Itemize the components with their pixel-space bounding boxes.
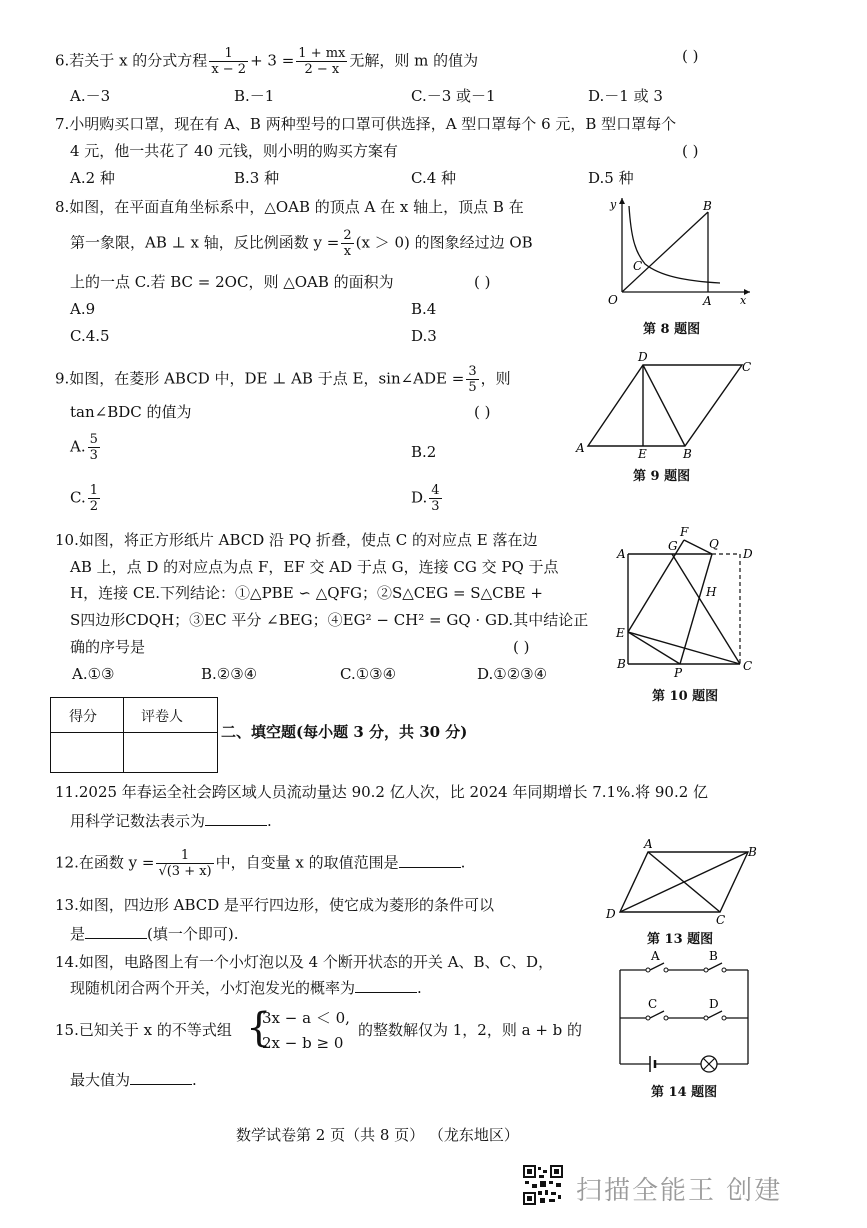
q13-line-1: 13.如图，四边形 ABCD 是平行四边形，使它成为菱形的条件可以: [55, 896, 495, 914]
q15-line-2: 最大值为 .: [70, 1071, 197, 1089]
q11-answer-blank[interactable]: [205, 811, 267, 826]
svg-text:D: D: [743, 547, 753, 561]
q9-fraction: $\frac{3}{5}$: [468, 364, 477, 395]
q15-stem-pre: 15.已知关于 x 的不等式组: [55, 1021, 232, 1039]
svg-text:C: C: [648, 997, 658, 1011]
q7-option-b: B.3 种: [234, 169, 280, 187]
q14-line-2: 现随机闭合两个开关，小灯泡发光的概率为 .: [70, 979, 422, 997]
svg-text:B: B: [617, 657, 626, 671]
q10-figure-caption: 第 10 题图: [652, 689, 719, 704]
q7-option-a: A.2 种: [70, 169, 115, 187]
q8-figure: [600, 192, 760, 317]
q11-line-2: 用科学记数法表示为 .: [70, 812, 272, 830]
svg-text:B: B: [748, 845, 757, 859]
q7-option-c: C.4 种: [411, 169, 457, 187]
qr-code-icon: [523, 1165, 563, 1205]
svg-text:D: D: [638, 350, 648, 364]
q13-line-2: 是 (填一个即可).: [70, 925, 239, 943]
q8-line-2: 第一象限，AB ⊥ x 轴，反比例函数 y = $\frac{2}{x}$ (x ＞ 0) 的图象经过边 OB: [70, 228, 533, 259]
q9-option-c: C. $\frac{1}{2}$: [70, 483, 98, 514]
q12-line: 12.在函数 y = $\frac{1}{√(3 + x)}$ 中，自变量 x 的取值范围是 .: [55, 848, 466, 879]
q15-brace: {: [246, 1005, 272, 1051]
q8-figure-caption: 第 8 题图: [643, 322, 701, 337]
q10-option-c: C.①③④: [340, 665, 397, 683]
q15-answer-blank[interactable]: [130, 1070, 192, 1085]
q9-line-2: tan∠BDC 的值为: [70, 403, 192, 421]
svg-text:C: C: [716, 913, 726, 926]
q12-fraction: $\frac{1}{√(3 + x)}$: [158, 848, 212, 879]
q8-option-a: A.9: [70, 300, 96, 318]
grader-header: 评卷人: [141, 709, 183, 725]
svg-text:B: B: [683, 447, 692, 461]
q6-option-a: A.－3: [70, 87, 111, 105]
q14-line-1: 14.如图，电路图上有一个小灯泡以及 4 个断开状态的开关 A、B、C、D，: [55, 953, 554, 971]
q10-line-4: S四边形CDQH；③EC 平分 ∠BEG；④EG² − CH² = GQ · GD.其中结论正: [70, 611, 589, 629]
q13-figure: [600, 838, 760, 926]
q8-line-1: 8.如图，在平面直角坐标系中，△OAB 的顶点 A 在 x 轴上，顶点 B 在: [55, 198, 524, 216]
q7-answer-paren: ( ): [682, 142, 699, 160]
q10-figure: [610, 522, 760, 682]
page-footer: 数学试卷第 2 页（共 8 页） （龙东地区）: [236, 1126, 519, 1144]
svg-text:x: x: [740, 294, 747, 307]
q6-option-b: B.－1: [234, 87, 275, 105]
svg-text:P: P: [674, 666, 683, 680]
q15-stem-post: 的整数解仅为 1，2，则 a + b 的: [358, 1021, 583, 1039]
svg-text:H: H: [706, 585, 717, 599]
svg-text:C: C: [742, 360, 752, 374]
q8-option-c: C.4.5: [70, 327, 110, 345]
svg-text:E: E: [616, 626, 625, 640]
q10-option-a: A.①③: [72, 665, 115, 683]
q11-line-1: 11.2025 年春运全社会跨区域人员流动量达 90.2 亿人次，比 2024 年同期增长 7.1%.将 90.2 亿: [55, 783, 709, 801]
svg-text:A: A: [703, 294, 712, 308]
q14-answer-blank[interactable]: [355, 978, 417, 993]
q14-figure-caption: 第 14 题图: [651, 1085, 718, 1100]
q8-fraction: $\frac{2}{x}$: [343, 228, 352, 259]
q8-line-3: 上的一点 C.若 BC = 2OC，则 △OAB 的面积为: [70, 273, 394, 291]
q10-option-d: D.①②③④: [477, 665, 548, 683]
q6-option-c: C.－3 或－1: [411, 87, 496, 105]
svg-text:A: A: [651, 949, 660, 963]
q7-line-1: 7.小明购买口罩，现在有 A、B 两种型号的口罩可供选择，A 型口罩每个 6 元，B 型口罩每个: [55, 115, 677, 133]
q8-option-d: D.3: [411, 327, 437, 345]
q6-fraction-2: $\frac{1 + mx}{2 - x}$: [298, 46, 346, 77]
svg-text:F: F: [680, 525, 689, 539]
q10-option-b: B.②③④: [201, 665, 258, 683]
q9-answer-paren: ( ): [474, 403, 491, 421]
svg-text:C: C: [743, 659, 753, 673]
svg-text:A: A: [644, 838, 653, 851]
q14-figure: [608, 948, 758, 1080]
svg-text:y: y: [610, 198, 617, 211]
q6-stem: 6.若关于 x 的分式方程 $\frac{1}{x - 2}$ + 3 = $\frac{1 + mx}{2 - x}$ 无解，则 m 的值为: [55, 46, 479, 77]
q9-option-b: B.2: [411, 443, 437, 461]
q9-figure-caption: 第 9 题图: [633, 469, 691, 484]
q9-line-1: 9.如图，在菱形 ABCD 中，DE ⊥ AB 于点 E，sin∠ADE = $\frac{3}{5}$ ，则: [55, 364, 511, 395]
score-header: 得分: [69, 709, 97, 725]
svg-text:B: B: [703, 199, 712, 213]
q7-line-2: 4 元，他一共花了 40 元钱，则小明的购买方案有: [70, 142, 398, 160]
q9-option-a: A. $\frac{5}{3}$: [70, 432, 98, 463]
svg-text:D: D: [709, 997, 719, 1011]
q9-option-d: D. $\frac{4}{3}$: [411, 483, 440, 514]
svg-text:D: D: [606, 907, 616, 921]
q10-line-2: AB 上，点 D 的对应点为点 F，EF 交 AD 于点 G，连接 CG 交 PQ 于点: [70, 558, 559, 576]
section-2-title: 二、填空题(每小题 3 分，共 30 分): [221, 723, 468, 741]
q8-answer-paren: ( ): [474, 273, 491, 291]
svg-text:B: B: [709, 949, 718, 963]
q10-answer-paren: ( ): [513, 638, 530, 656]
svg-text:A: A: [576, 441, 585, 455]
q15-inequality-1: 3x − a ＜ 0,: [262, 1009, 350, 1027]
q15-inequality-2: 2x − b ≥ 0: [262, 1034, 344, 1052]
q8-option-b: B.4: [411, 300, 437, 318]
watermark: 扫描全能王 创建: [576, 1176, 783, 1206]
svg-text:A: A: [617, 547, 626, 561]
score-table: [50, 697, 218, 773]
q6-option-d: D.－1 或 3: [588, 87, 663, 105]
svg-text:G: G: [668, 539, 678, 553]
q10-line-3: H，连接 CE.下列结论：①△PBE ∽ △QFG；②S△CEG = S△CBE +: [70, 584, 543, 602]
q12-answer-blank[interactable]: [399, 853, 461, 868]
q10-line-5: 确的序号是: [70, 638, 146, 656]
svg-text:E: E: [638, 447, 647, 461]
q10-line-1: 10.如图，将正方形纸片 ABCD 沿 PQ 折叠，使点 C 的对应点 E 落在边: [55, 531, 538, 549]
q13-answer-blank[interactable]: [85, 924, 147, 939]
svg-text:C: C: [633, 259, 643, 273]
q13-figure-caption: 第 13 题图: [647, 932, 714, 947]
svg-text:Q: Q: [709, 537, 719, 551]
q6-answer-paren: ( ): [682, 47, 699, 65]
svg-text:O: O: [608, 293, 618, 307]
q6-fraction-1: $\frac{1}{x - 2}$: [211, 46, 247, 77]
q9-figure: [570, 348, 760, 463]
q7-option-d: D.5 种: [588, 169, 634, 187]
